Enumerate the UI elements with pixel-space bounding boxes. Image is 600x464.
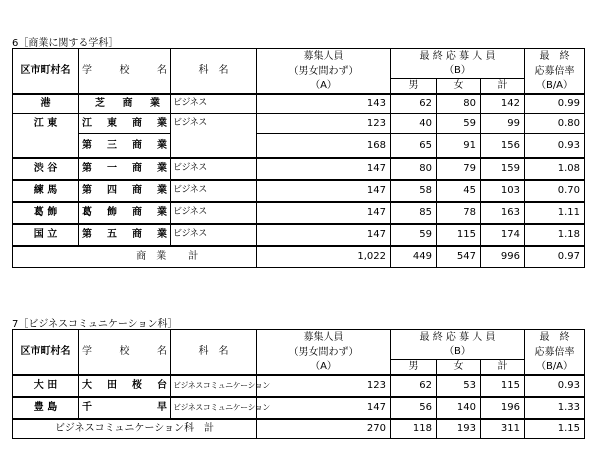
header-female: 女 bbox=[437, 79, 481, 94]
row-male: 62 bbox=[391, 94, 437, 114]
row-male: 56 bbox=[391, 397, 437, 419]
row-school: 大 田 桜 台 bbox=[79, 375, 171, 397]
row-total: 156 bbox=[481, 134, 525, 158]
total-quota: 1,022 bbox=[257, 246, 391, 268]
header-quota-1: 募集人員 bbox=[257, 330, 391, 345]
row-district: 豊 島 bbox=[13, 397, 79, 419]
header-applicants-2: （B） bbox=[391, 64, 525, 79]
row-quota: 168 bbox=[257, 134, 391, 158]
row-course: ビジネスコミュニケーション bbox=[171, 397, 257, 419]
header-quota-3: （A） bbox=[257, 79, 391, 94]
row-ratio: 1.11 bbox=[525, 202, 585, 224]
row-ratio: 0.80 bbox=[525, 114, 585, 134]
header-course: 科 名 bbox=[171, 330, 257, 375]
total-female: 193 bbox=[437, 419, 481, 439]
header-quota-3: （A） bbox=[257, 360, 391, 375]
total-ratio: 1.15 bbox=[525, 419, 585, 439]
row-quota: 123 bbox=[257, 375, 391, 397]
row-quota: 147 bbox=[257, 202, 391, 224]
row-course: ビジネス bbox=[171, 158, 257, 180]
header-quota-1: 募集人員 bbox=[257, 49, 391, 64]
row-total: 103 bbox=[481, 180, 525, 202]
header-male: 男 bbox=[391, 360, 437, 375]
row-quota: 123 bbox=[257, 114, 391, 134]
row-ratio: 1.08 bbox=[525, 158, 585, 180]
row-male: 58 bbox=[391, 180, 437, 202]
row-school: 第 五 商 業 bbox=[79, 224, 171, 246]
header-course: 科 名 bbox=[171, 49, 257, 94]
row-district: 渋 谷 bbox=[13, 158, 79, 180]
row-ratio: 0.99 bbox=[525, 94, 585, 114]
row-ratio: 1.18 bbox=[525, 224, 585, 246]
header-applicants-1: 最 終 応 募 人 員 bbox=[391, 49, 525, 64]
row-female: 79 bbox=[437, 158, 481, 180]
row-male: 40 bbox=[391, 114, 437, 134]
row-school: 第 三 商 業 bbox=[79, 134, 171, 158]
total-male: 118 bbox=[391, 419, 437, 439]
total-male: 449 bbox=[391, 246, 437, 268]
row-school: 第 四 商 業 bbox=[79, 180, 171, 202]
row-female: 78 bbox=[437, 202, 481, 224]
row-quota: 147 bbox=[257, 180, 391, 202]
header-ratio-3: （B/A） bbox=[525, 360, 585, 375]
header-ratio-2: 応募倍率 bbox=[525, 345, 585, 360]
row-male: 62 bbox=[391, 375, 437, 397]
row-male: 80 bbox=[391, 158, 437, 180]
row-ratio: 1.33 bbox=[525, 397, 585, 419]
row-male: 65 bbox=[391, 134, 437, 158]
header-ratio-2: 応募倍率 bbox=[525, 64, 585, 79]
total-quota: 270 bbox=[257, 419, 391, 439]
row-quota: 147 bbox=[257, 158, 391, 180]
row-quota: 143 bbox=[257, 94, 391, 114]
row-male: 59 bbox=[391, 224, 437, 246]
header-applicants-2: （B） bbox=[391, 345, 525, 360]
row-female: 45 bbox=[437, 180, 481, 202]
header-school: 学 校 名 bbox=[79, 49, 171, 94]
total-label: 商 業 計 bbox=[79, 246, 257, 268]
row-district: 大 田 bbox=[13, 375, 79, 397]
header-applicants-1: 最 終 応 募 人 員 bbox=[391, 330, 525, 345]
row-district: 港 bbox=[13, 94, 79, 114]
row-school: 第 一 商 業 bbox=[79, 158, 171, 180]
header-male: 男 bbox=[391, 79, 437, 94]
row-male: 85 bbox=[391, 202, 437, 224]
header-ratio-3: （B/A） bbox=[525, 79, 585, 94]
row-course: ビジネス bbox=[171, 202, 257, 224]
row-total: 196 bbox=[481, 397, 525, 419]
row-school: 芝 商 業 bbox=[79, 94, 171, 114]
row-school: 江 東 商 業 bbox=[79, 114, 171, 134]
row-course: ビジネス bbox=[171, 180, 257, 202]
row-course: ビジネス bbox=[171, 224, 257, 246]
header-district: 区市町村名 bbox=[13, 49, 79, 94]
row-total: 174 bbox=[481, 224, 525, 246]
header-female: 女 bbox=[437, 360, 481, 375]
total-label: ビジネスコミュニケーション科 計 bbox=[13, 419, 257, 439]
row-total: 163 bbox=[481, 202, 525, 224]
row-district: 国 立 bbox=[13, 224, 79, 246]
total-female: 547 bbox=[437, 246, 481, 268]
header-total: 計 bbox=[481, 79, 525, 94]
row-district bbox=[13, 134, 79, 158]
header-district: 区市町村名 bbox=[13, 330, 79, 375]
row-female: 115 bbox=[437, 224, 481, 246]
row-ratio: 0.93 bbox=[525, 375, 585, 397]
business-communication-table bbox=[12, 329, 585, 439]
row-quota: 147 bbox=[257, 397, 391, 419]
row-school: 千 早 bbox=[79, 397, 171, 419]
header-total: 計 bbox=[481, 360, 525, 375]
row-total: 99 bbox=[481, 114, 525, 134]
row-female: 59 bbox=[437, 114, 481, 134]
row-course: ビジネス bbox=[171, 94, 257, 114]
header-school: 学 校 名 bbox=[79, 330, 171, 375]
total-total: 996 bbox=[481, 246, 525, 268]
row-total: 115 bbox=[481, 375, 525, 397]
row-quota: 147 bbox=[257, 224, 391, 246]
header-ratio-1: 最 終 bbox=[525, 330, 585, 345]
row-total: 159 bbox=[481, 158, 525, 180]
row-female: 140 bbox=[437, 397, 481, 419]
row-district: 練 馬 bbox=[13, 180, 79, 202]
total-total: 311 bbox=[481, 419, 525, 439]
section-title-commerce: 6［商業に関する学科］ bbox=[12, 38, 119, 49]
row-course bbox=[171, 134, 257, 158]
header-ratio-1: 最 終 bbox=[525, 49, 585, 64]
row-total: 142 bbox=[481, 94, 525, 114]
total-spacer bbox=[13, 246, 79, 268]
row-female: 80 bbox=[437, 94, 481, 114]
row-ratio: 0.93 bbox=[525, 134, 585, 158]
commerce-table bbox=[12, 48, 585, 268]
row-female: 53 bbox=[437, 375, 481, 397]
row-female: 91 bbox=[437, 134, 481, 158]
header-quota-2: （男女問わず） bbox=[257, 345, 391, 360]
section-title-business-communication: 7［ビジネスコミュニケーション科］ bbox=[12, 319, 178, 330]
row-ratio: 0.70 bbox=[525, 180, 585, 202]
row-course: ビジネスコミュニケーション bbox=[171, 375, 257, 397]
row-school: 葛 飾 商 業 bbox=[79, 202, 171, 224]
header-quota-2: （男女問わず） bbox=[257, 64, 391, 79]
total-ratio: 0.97 bbox=[525, 246, 585, 268]
row-course: ビジネス bbox=[171, 114, 257, 134]
row-district: 葛 飾 bbox=[13, 202, 79, 224]
row-district: 江 東 bbox=[13, 114, 79, 134]
